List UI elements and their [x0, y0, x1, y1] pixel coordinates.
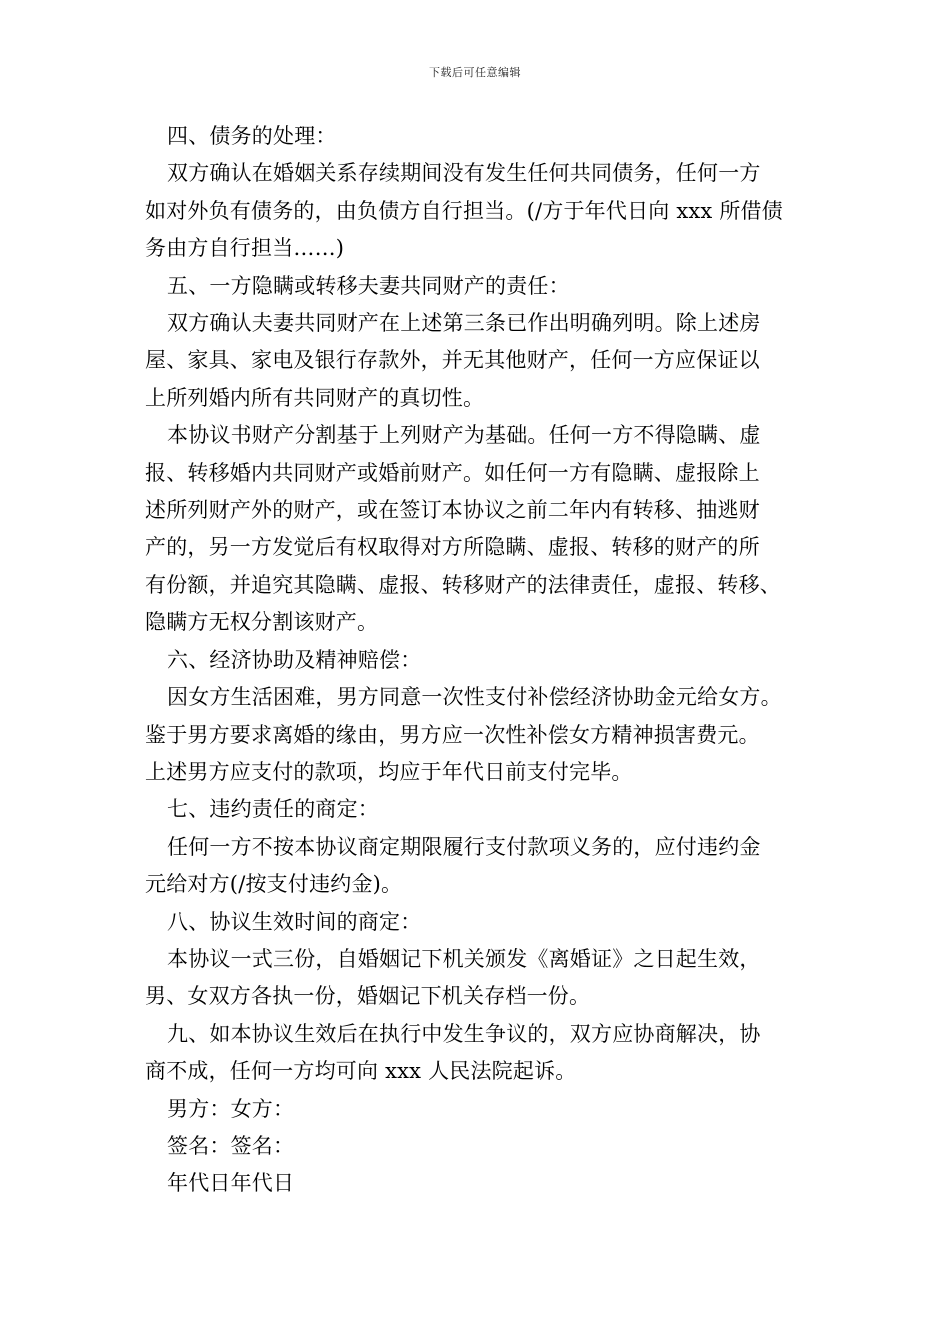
- page-header: 下载后可任意编辑: [429, 66, 521, 79]
- text-line: 任何一方不按本协议商定期限履行支付款项义务的，应付违约金: [167, 834, 761, 859]
- text-line: 述所列财产外的财产，或在签订本协议之前二年内有转移、抽逃财: [145, 498, 760, 523]
- text-line: 双方确认夫妻共同财产在上述第三条已作出明确列明。除上述房: [167, 311, 761, 336]
- text-line: 鉴于男方要求离婚的缘由，男方应一次性补偿女方精神损害费元。: [145, 722, 760, 747]
- text-line: 四、债务的处理：: [167, 124, 337, 148]
- text-line: 隐瞒方无权分割该财产。: [145, 610, 379, 635]
- text-line: 屋、家具、家电及银行存款外，并无其他财产，任何一方应保证以: [145, 348, 760, 373]
- text-line: 本协议一式三份，自婚姻记下机关颁发《离婚证》之日起生效，: [167, 946, 761, 971]
- text-line: 九、如本协议生效后在执行中发生争议的，双方应协商解决，协: [167, 1021, 761, 1046]
- text-line: 七、违约责任的商定：: [167, 797, 379, 822]
- text-line: 因女方生活困难，男方同意一次性支付补偿经济协助金元给女方。: [167, 685, 782, 710]
- document-body: [145, 118, 825, 1203]
- text-line: 元给对方(/按支付违约金)。: [145, 872, 403, 897]
- text-line: 报、转移婚内共同财产或婚前财产。如任何一方有隐瞒、虚报除上: [145, 460, 760, 485]
- text-line: 签名：签名：: [167, 1133, 295, 1158]
- text-line: 男方：女方：: [167, 1096, 295, 1121]
- text-line: 六、经济协助及精神赔偿：: [167, 647, 422, 672]
- text-line: 男、女双方各执一份，婚姻记下机关存档一份。: [145, 984, 591, 1009]
- text-line: 有份额，并追究其隐瞒、虚报、转移财产的法律责任，虚报、转移、: [145, 572, 781, 597]
- text-line: 本协议书财产分割基于上列财产为基础。任何一方不得隐瞒、虚: [167, 423, 761, 448]
- text-line: 双方确认在婚姻关系存续期间没有发生任何共同债务，任何一方: [167, 161, 761, 186]
- text-line: 八、协议生效时间的商定：: [167, 909, 422, 934]
- text-line: 如对外负有债务的，由负债方自行担当。(/方于年代日向 xxx 所借债: [145, 198, 783, 223]
- text-line: 务由方自行担当……): [145, 236, 345, 261]
- text-line: 上所列婚内所有共同财产的真切性。: [145, 385, 485, 410]
- text-line: 上述男方应支付的款项，均应于年代日前支付完毕。: [145, 759, 633, 784]
- text-line: 五、一方隐瞒或转移夫妻共同财产的责任：: [167, 273, 570, 298]
- text-line: 产的，另一方发觉后有权取得对方所隐瞒、虚报、转移的财产的所: [145, 535, 760, 560]
- text-line: 年代日年代日: [167, 1171, 295, 1196]
- text-line: 商不成，任何一方均可向 xxx 人民法院起诉。: [145, 1059, 577, 1084]
